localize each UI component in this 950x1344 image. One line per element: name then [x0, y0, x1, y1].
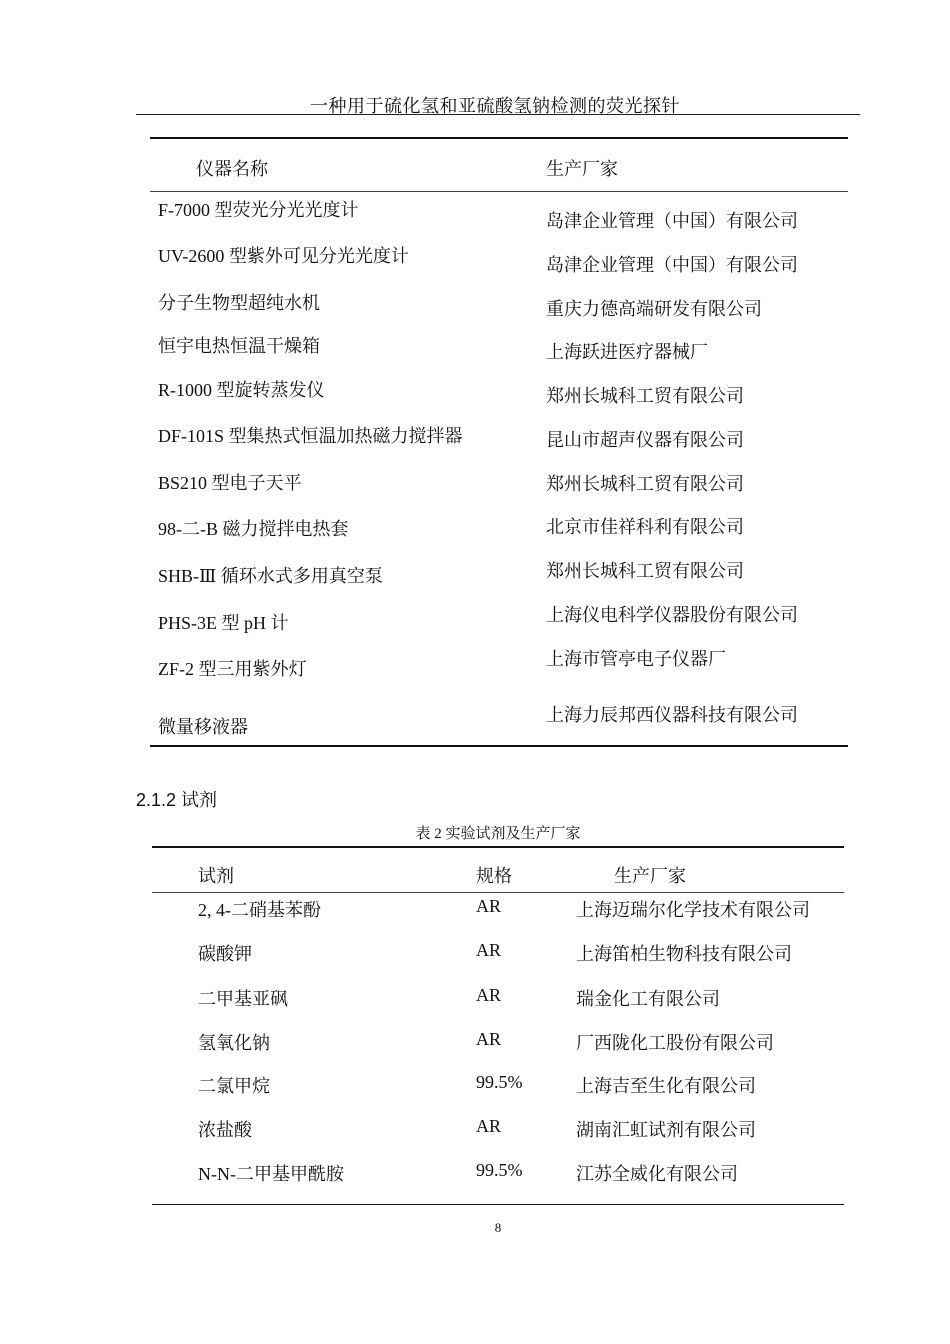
table-top-rule — [152, 846, 844, 848]
instrument-manufacturer: 上海市管亭电子仪器厂 — [546, 649, 726, 669]
column-header-instrument: 仪器名称 — [196, 159, 268, 179]
reagent-spec: AR — [476, 1029, 502, 1049]
table-top-rule — [150, 137, 848, 139]
reagent-manufacturer: 上海迈瑞尔化学技术有限公司 — [576, 900, 810, 920]
reagent-spec: 99.5% — [476, 1072, 523, 1092]
instrument-name: PHS-3E 型 pH 计 — [158, 613, 289, 633]
page-number: 8 — [494, 1220, 502, 1235]
reagent-name: 氢氧化钠 — [198, 1033, 270, 1053]
instrument-manufacturer: 北京市佳祥科利有限公司 — [546, 517, 744, 537]
reagent-manufacturer: 上海笛柏生物科技有限公司 — [576, 944, 792, 964]
instrument-name: BS210 型电子天平 — [158, 473, 302, 493]
column-header-manufacturer: 生产厂家 — [546, 159, 618, 179]
instrument-name: DF-101S 型集热式恒温加热磁力搅拌器 — [158, 426, 463, 446]
instrument-manufacturer: 昆山市超声仪器有限公司 — [546, 430, 744, 450]
instrument-name: F-7000 型荧光分光光度计 — [158, 200, 359, 220]
instrument-manufacturer: 上海跃进医疗器械厂 — [546, 342, 708, 362]
reagent-manufacturer: 厂西陇化工股份有限公司 — [576, 1033, 774, 1053]
instrument-name: ZF-2 型三用紫外灯 — [158, 659, 307, 679]
instrument-name: 分子生物型超纯水机 — [158, 293, 320, 313]
table-bottom-rule — [152, 1204, 844, 1205]
column-header-reagent: 试剂 — [198, 866, 234, 886]
instrument-name: 恒宇电热恒温干燥箱 — [158, 336, 320, 356]
instrument-manufacturer: 上海力辰邦西仪器科技有限公司 — [546, 705, 798, 725]
instrument-manufacturer: 郑州长城科工贸有限公司 — [546, 386, 744, 406]
reagent-manufacturer: 江苏全威化有限公司 — [576, 1164, 738, 1184]
running-header: 一种用于硫化氢和亚硫酸氢钠检测的荧光探针 — [310, 96, 680, 116]
instrument-name: R-1000 型旋转蒸发仪 — [158, 380, 325, 400]
instrument-name: 98-二-B 磁力搅拌电热套 — [158, 519, 349, 539]
table-bottom-rule — [150, 745, 848, 747]
instrument-name: SHB-Ⅲ 循环水式多用真空泵 — [158, 566, 383, 586]
reagent-name: 二甲基亚砜 — [198, 989, 288, 1009]
reagent-name: 碳酸钾 — [198, 944, 252, 964]
instrument-name: 微量移液器 — [158, 717, 248, 737]
instrument-manufacturer: 岛津企业管理（中国）有限公司 — [546, 211, 798, 231]
reagent-manufacturer: 湖南汇虹试剂有限公司 — [576, 1120, 756, 1140]
instrument-manufacturer: 郑州长城科工贸有限公司 — [546, 561, 744, 581]
reagent-manufacturer: 瑞金化工有限公司 — [576, 989, 720, 1009]
reagent-spec: 99.5% — [476, 1160, 523, 1180]
table-header-rule — [150, 191, 848, 192]
instrument-manufacturer: 郑州长城科工贸有限公司 — [546, 474, 744, 494]
reagent-manufacturer: 上海吉至生化有限公司 — [576, 1076, 756, 1096]
instrument-name: UV-2600 型紫外可见分光光度计 — [158, 246, 409, 266]
column-header-spec: 规格 — [476, 866, 512, 886]
instrument-manufacturer: 重庆力德高端研发有限公司 — [546, 299, 762, 319]
table-header-rule — [152, 892, 844, 893]
instrument-manufacturer: 岛津企业管理（中国）有限公司 — [546, 255, 798, 275]
table-caption: 表 2 实验试剂及生产厂家 — [415, 826, 581, 842]
reagent-spec: AR — [476, 896, 502, 916]
reagent-name: 浓盐酸 — [198, 1120, 252, 1140]
reagent-spec: AR — [476, 940, 502, 960]
header-rule — [136, 114, 860, 115]
reagent-spec: AR — [476, 1116, 502, 1136]
column-header-manufacturer: 生产厂家 — [614, 866, 686, 886]
reagent-spec: AR — [476, 985, 502, 1005]
instrument-manufacturer: 上海仪电科学仪器股份有限公司 — [546, 605, 798, 625]
reagent-name: 二氯甲烷 — [198, 1076, 270, 1096]
reagent-name: N-N-二甲基甲酰胺 — [198, 1164, 344, 1184]
reagent-name: 2, 4-二硝基苯酚 — [198, 900, 321, 920]
section-heading: 2.1.2 试剂 — [136, 790, 218, 810]
